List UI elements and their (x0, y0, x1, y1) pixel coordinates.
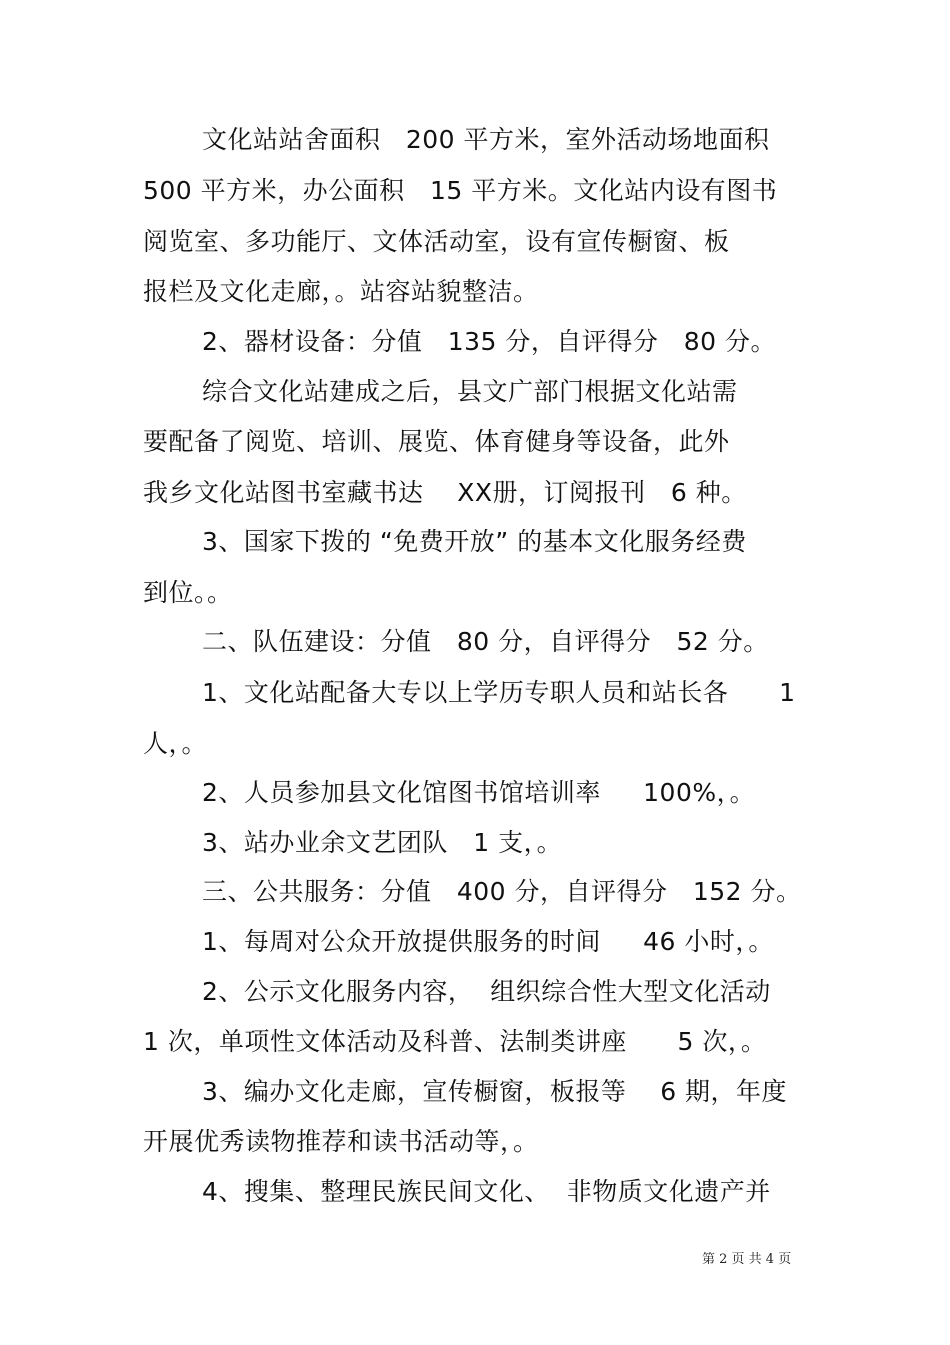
paragraph-line: 开展优秀读物推荐和读书活动等，。 (143, 1127, 539, 1156)
paragraph-line: 我乡文化站图书室藏书达 XX册，订阅报刊 6 种。 (143, 478, 747, 507)
paragraph-line: 3、国家下拨的 “免费开放” 的基本文化服务经费 (202, 527, 747, 556)
paragraph-line: 3、编办文化走廊，宣传橱窗，板报等 6 期，年度 (202, 1077, 788, 1106)
paragraph-line: 文化站站舍面积 200 平方米，室外活动场地面积 (202, 125, 770, 154)
paragraph-line: 3、站办业余文艺团队 1 支，。 (202, 828, 563, 857)
paragraph-line: 报栏及文化走廊，。站容站貌整洁。 (143, 277, 539, 306)
paragraph-line: 4、搜集、整理民族民间文化、 非物质文化遗产并 (202, 1177, 771, 1206)
paragraph-line: 2、公示文化服务内容， 组织综合性大型文化活动 (202, 977, 771, 1006)
paragraph-line: 要配备了阅览、培训、展览、体育健身等设备，此外 (143, 427, 730, 456)
paragraph-line: 三、公共服务：分值 400 分，自评得分 152 分。 (202, 877, 802, 906)
paragraph-line: 1、每周对公众开放提供服务的时间 46 小时，。 (202, 927, 774, 956)
paragraph-line: 阅览室、多功能厅、文体活动室，设有宣传橱窗、板 (143, 227, 730, 256)
paragraph-line: 人，。 (143, 729, 208, 758)
paragraph-line: 到位。。 (143, 578, 233, 607)
page-number-footer: 第 2 页 共 4 页 (702, 1252, 792, 1267)
paragraph-line: 500 平方米，办公面积 15 平方米。文化站内设有图书 (143, 176, 778, 205)
paragraph-line: 1 次，单项性文体活动及科普、法制类讲座 5 次，。 (143, 1027, 767, 1056)
paragraph-line: 二、队伍建设：分值 80 分，自评得分 52 分。 (202, 627, 769, 656)
paragraph-line: 2、器材设备：分值 135 分，自评得分 80 分。 (202, 327, 777, 356)
paragraph-line: 综合文化站建成之后，县文广部门根据文化站需 (202, 377, 738, 406)
paragraph-line: 1、文化站配备大专以上学历专职人员和站长各 1 (202, 678, 796, 707)
paragraph-line: 2、人员参加县文化馆图书馆培训率 100%，。 (202, 778, 756, 807)
